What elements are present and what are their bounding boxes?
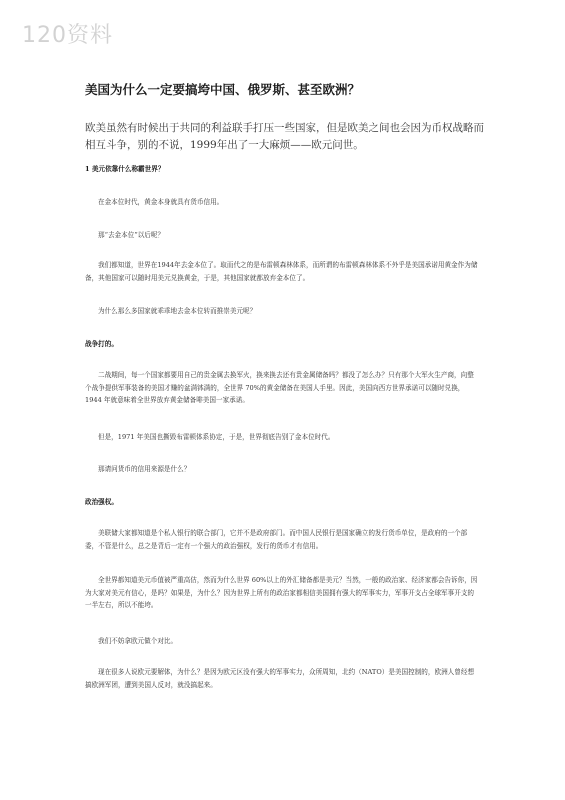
paragraph: 为什么那么多国家就乖乖地去金本位转而推崇美元呢？ bbox=[98, 307, 257, 315]
paragraph: 我们都知道，世界在1944年去金本位了。取而代之的是布雷顿森林体系，而所谓的布雷顿森林体系不外乎是美国承诺用黄金作为储备，其他国家可以随时用美元兑换黄金，于是，其他国家就都放弃金本位了。 bbox=[85, 261, 478, 282]
paragraph: 全世界都知道美元币值被严重高估，然而为什么世界 60%以上的外汇储备都是美元？当然，一般的政治家、经济家都会告诉你，因为大家对美元有信心，是吗？如果是，为什么？因为世界上所有的政治家都相信美国拥有强大的军事实力，军事开支占全球军事开支的一半左右，所以不能垮。 bbox=[85, 576, 478, 609]
article-intro: 欧美虽然有时候出于共同的利益联手打压一些国家，但是欧美之间也会因为币权战略而相互斗争，别的不说，1999年出了一大麻烦——欧元问世。 bbox=[85, 122, 484, 151]
paragraph: 二战期间，每一个国家都要用自己的贵金属去换军火，换来换去还有贵金属储备吗？都没了怎么办？只有那个大军火生产商，向整个战争提供军事装备的美国才赚的盆满钵满的，全世界 70%的黄金储备在美国人手里。因此，美国向西方世界承诺可以随时兑换，1944 年就意味着全世界放弃黄金储备啡美国一家承诺。 bbox=[85, 371, 474, 404]
paragraph: 在金本位时代，黄金本身就具有货币信用。 bbox=[98, 198, 224, 206]
paragraph: 美联储大家都知道是个私人银行的联合部门，它并不是政府部门。而中国人民银行是国家确立的发行货币单位，是政府的一个部委，不管是什么，总之是背后一定有一个强大的政治强权，发行的货币才有信用。 bbox=[85, 529, 468, 550]
section-heading: 1 美元依靠什么称霸世界？ bbox=[85, 165, 165, 173]
paragraph: 那“去金本位”以后呢？ bbox=[98, 231, 165, 239]
section-heading: 战争打的。 bbox=[85, 340, 118, 348]
section-heading: 政治强权。 bbox=[85, 498, 118, 506]
paragraph: 但是，1971 年美国也撕毁布雷顿体系协定，于是，世界彻底告别了金本位时代。 bbox=[98, 433, 335, 441]
paragraph: 现在很多人说欧元要解体，为什么？是因为欧元区没有强大的军事实力，众所周知，北约（NATO）是美国控制的，欧洲人曾经想搞欧洲军团，遭到美国人反对，就没搞起来。 bbox=[85, 668, 475, 689]
watermark-logo: 120资料 bbox=[22, 23, 113, 48]
article-title: 美国为什么一定要搞垮中国、俄罗斯、甚至欧洲？ bbox=[85, 82, 361, 97]
paragraph: 我们不妨拿欧元做个对比。 bbox=[98, 637, 178, 645]
paragraph: 那请问货币的信用来源是什么？ bbox=[98, 465, 191, 473]
